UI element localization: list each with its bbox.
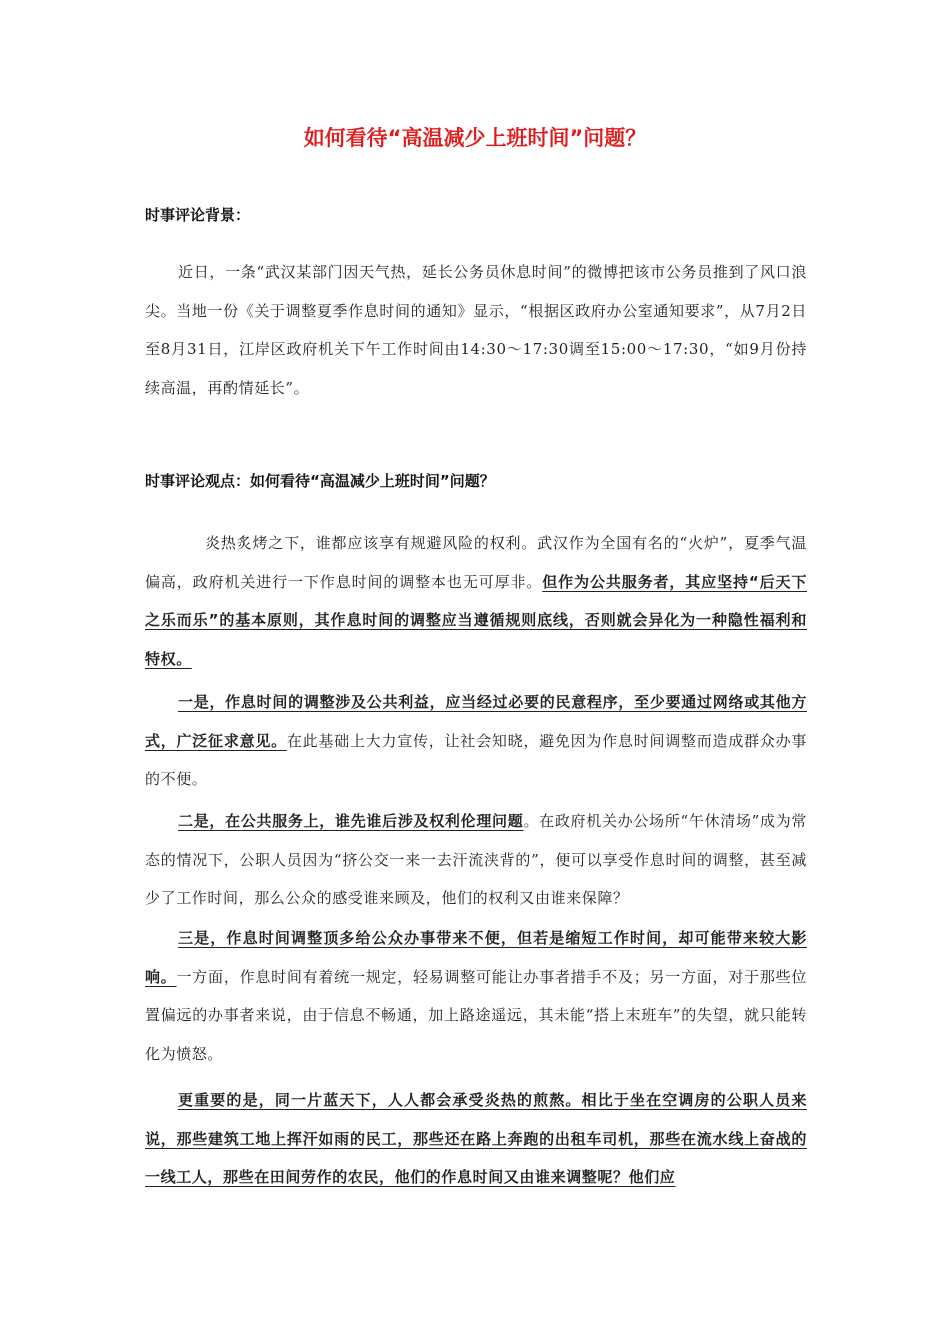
page-title: 如何看待“高温减少上班时间”问题？ xyxy=(303,126,647,150)
background-heading: 时事评论背景： xyxy=(145,206,251,224)
viewpoint-paragraph-5 xyxy=(145,1081,807,1197)
p5-emphasis-text: 更重要的是，同一片蓝天下，人人都会承受炎热的煎熬。相比于坐在空调房的公职人员来说，那些建筑工地上挥汗如雨的民工，那些还在路上奔跑的出租车司机，那些在流水线上奋战的一线工人，那些在田间劳作的农民，他们的作息时间又由谁来调整呢？他们应 xyxy=(145,1091,807,1186)
background-paragraph: 近日，一条“武汉某部门因天气热，延长公务员休息时间”的微博把该市公务员推到了风口浪尖。当地一份《关于调整夏季作息时间的通知》显示，“根据区政府办公室通知要求”，从7月2日至8月31日，江岸区政府机关下午工作时间由14:30～17:30调至15:00～17:30，“如9月份持续高温，再酌情延长”。 xyxy=(145,263,807,397)
viewpoint-paragraph-1 xyxy=(145,524,807,678)
p2-plain-text: 在此基础上大力宣传，让社会知晓，避免因为作息时间调整而造成群众办事的不便。 xyxy=(145,731,807,788)
p4-plain-text: 一方面，作息时间有着统一规定，轻易调整可能让办事者措手不及；另一方面，对于那些位置偏远的办事者来说，由于信息不畅通，加上路途遥远，其未能“搭上末班车”的失望，就只能转化为愤怒。 xyxy=(145,967,807,1063)
viewpoint-paragraph-2 xyxy=(145,683,807,799)
p3-plain-text: 。在政府机关办公场所“午休清场”成为常态的情况下，公职人员因为“挤公交一来一去汗流浃背的”，便可以享受作息时间的调整，甚至减少了工作时间，那么公众的感受谁来顾及，他们的权利又由谁来保障？ xyxy=(145,812,807,907)
viewpoint-paragraph-3 xyxy=(145,802,807,918)
p4-emphasis-text: 三是，作息时间调整顶多给公众办事带来不便，但若是缩短工作时间，却可能带来较大影响。 xyxy=(145,929,807,986)
p2-emphasis-text: 一是，作息时间的调整涉及公共利益，应当经过必要的民意程序，至少要通过网络或其他方式，广泛征求意见。 xyxy=(145,693,807,750)
p3-emphasis-text: 二是，在公共服务上，谁先谁后涉及权利伦理问题 xyxy=(178,812,524,830)
p1-emphasis-text: 但作为公共服务者，其应坚持“后天下之乐而乐”的基本原则，其作息时间的调整应当遵循规则底线，否则就会异化为一种隐性福利和特权。 xyxy=(145,572,807,668)
viewpoint-heading: 时事评论观点：如何看待“高温减少上班时间”问题？ xyxy=(145,472,495,490)
viewpoint-paragraph-4 xyxy=(145,919,807,1073)
p1-plain-text: 炎热炙烤之下，谁都应该享有规避风险的权利。武汉作为全国有名的“火炉”，夏季气温偏高，政府机关进行一下作息时间的调整本也无可厚非。 xyxy=(145,534,807,591)
